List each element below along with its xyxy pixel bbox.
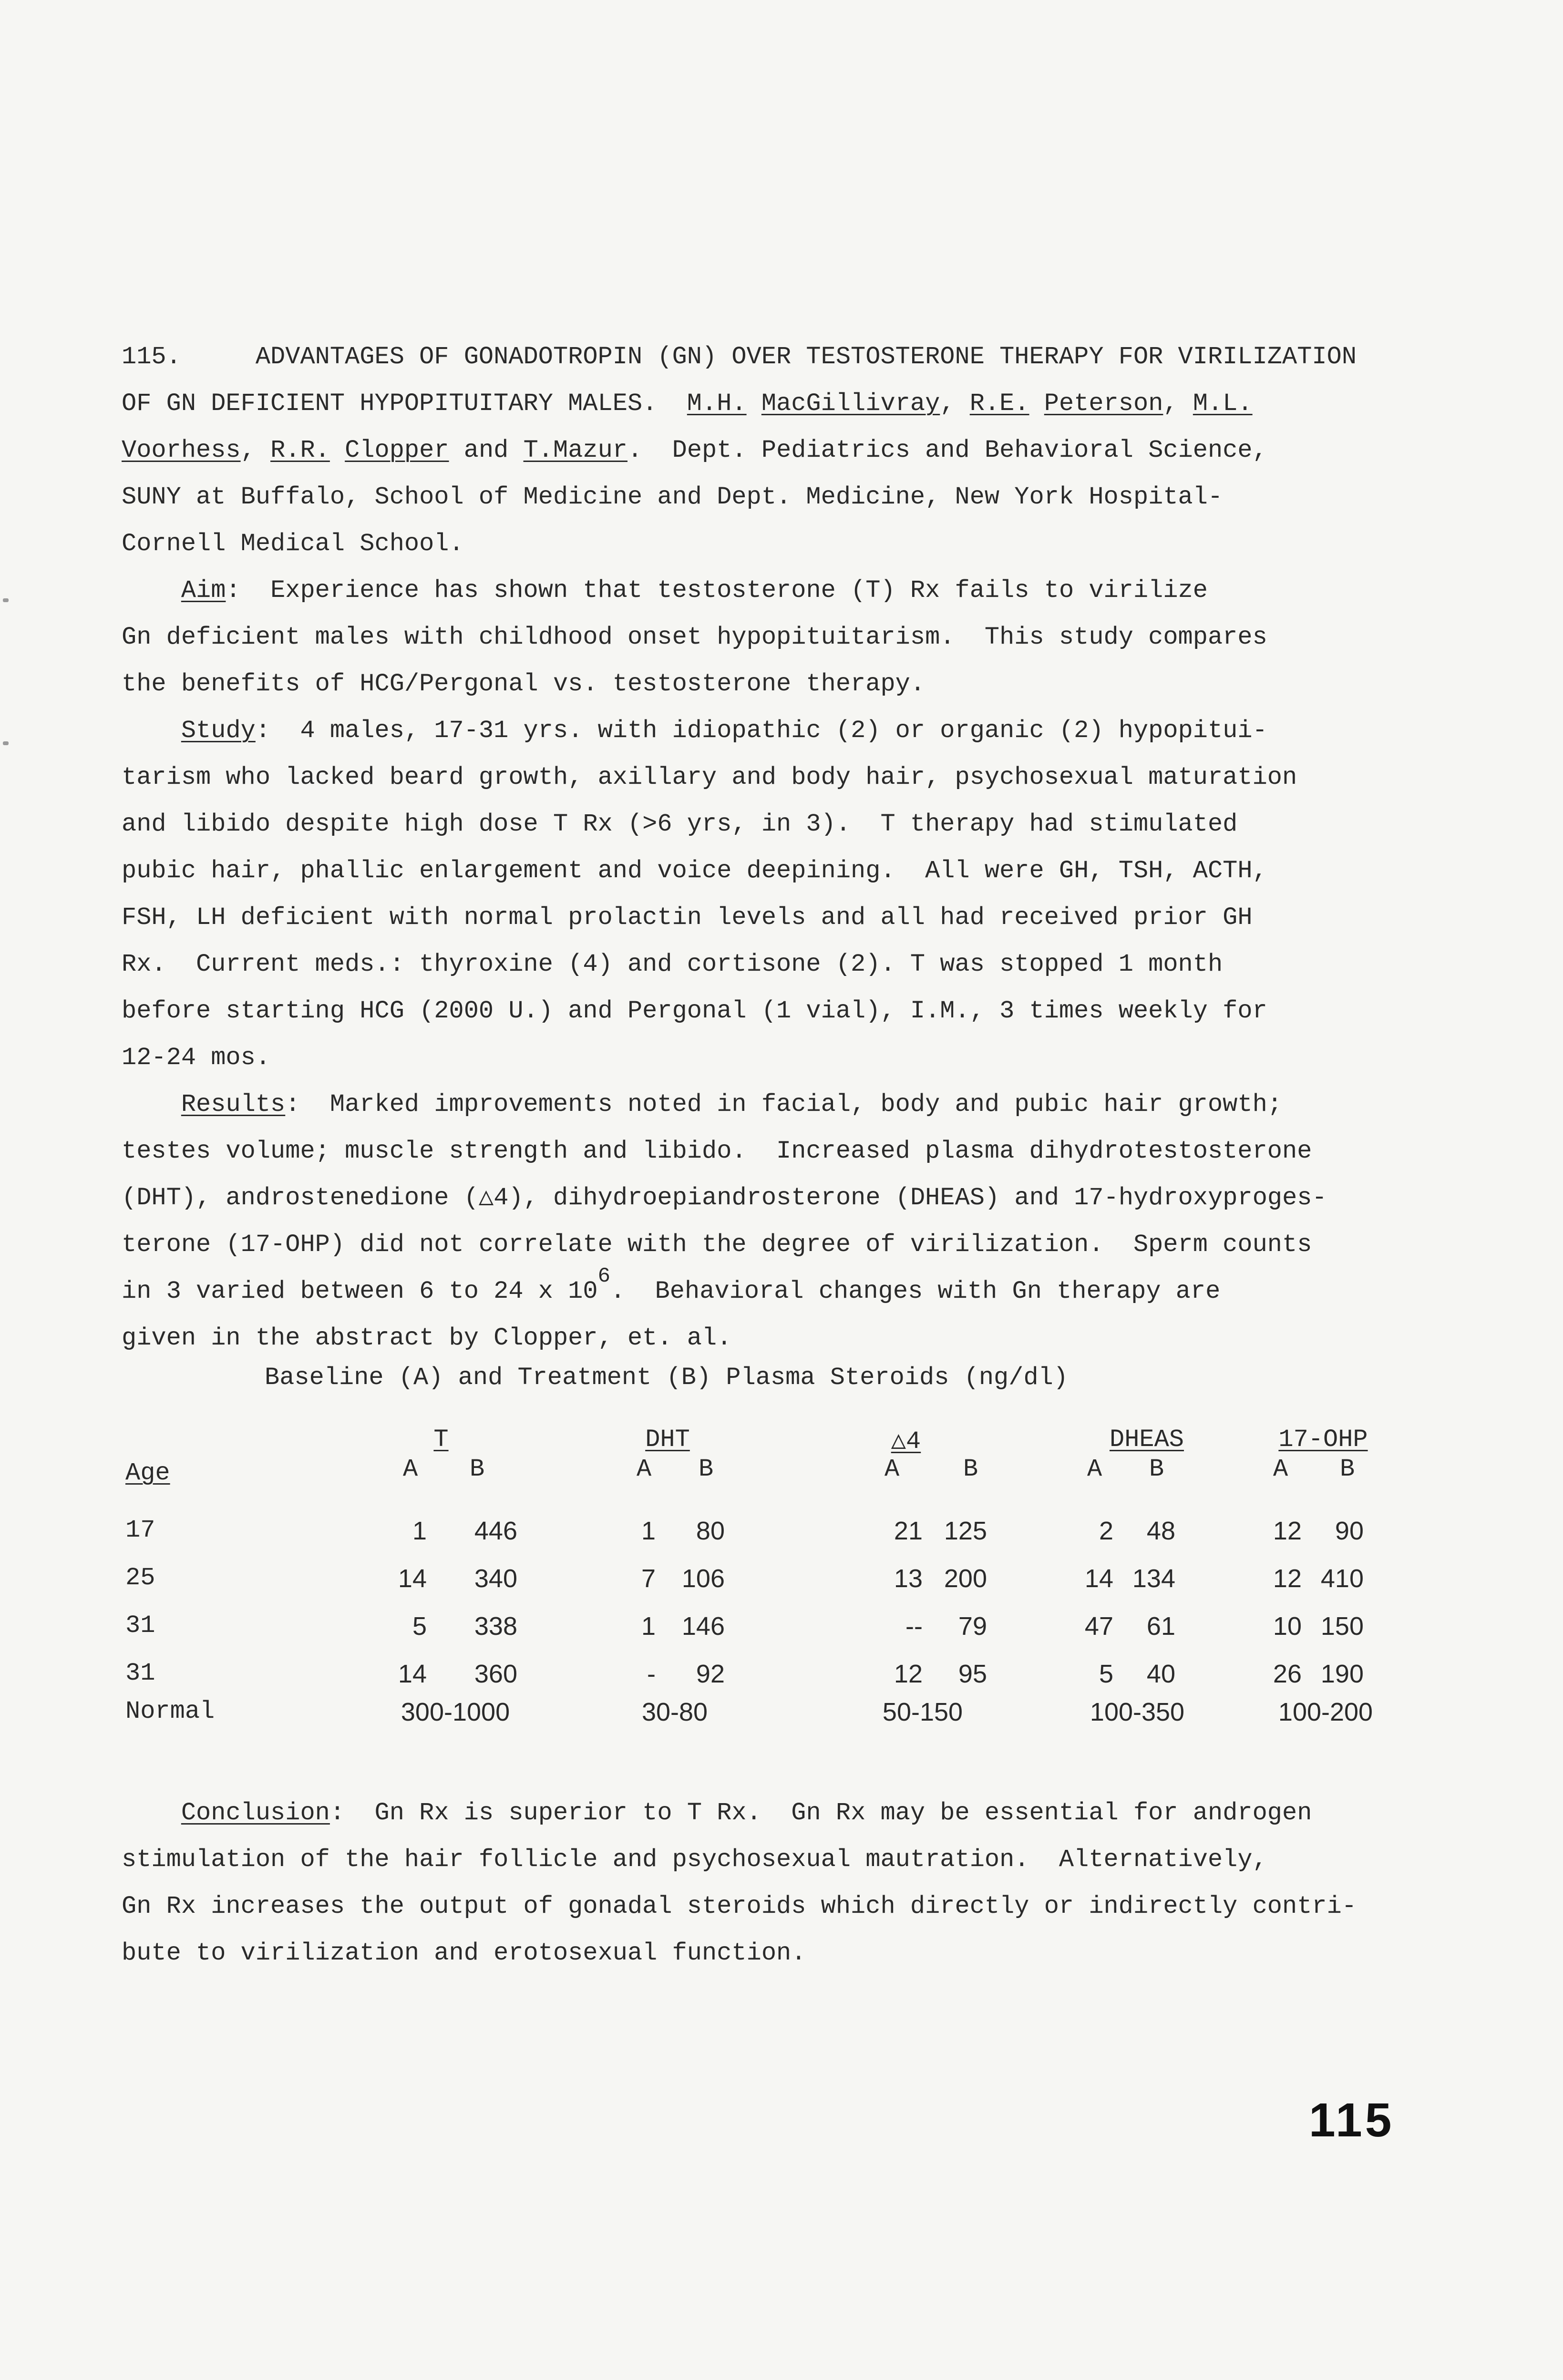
table-cell: 360 [474,1660,517,1688]
normal-range: 300-1000 [401,1698,510,1726]
table-cell: 12 [1273,1517,1302,1545]
table-cell: 14 [398,1660,427,1688]
table-cell: 410 [1320,1564,1364,1593]
aim-section: Aim: Experience has shown that testosterone (T) Rx fails to virilize Gn deficient males with childhood onset hypopituitarism. This study compares the benefits of HCG/Pergonal vs. testosterone therapy. [122,576,1267,698]
group-header-dht: DHT [645,1426,690,1454]
table-cell: 1 [641,1517,656,1545]
affiliation-line: SUNY at Buffalo, School of Medicine and Dept. Medicine, New York Hospital- [122,483,1223,511]
group-header-delta4: △4 [891,1427,921,1456]
page-number: 115 [1309,2093,1395,2147]
table-cell: 61 [1146,1612,1175,1641]
table-cell: 2 [1099,1517,1113,1545]
authors-line: Voorhess, R.R. Clopper and T.Mazur. Dept. Pediatrics and Behavioral Science, [122,436,1267,464]
row-age: 25 [125,1564,155,1592]
table-cell: 92 [696,1660,725,1688]
table-cell: 21 [894,1517,923,1545]
group-header-dheas: DHEAS [1109,1426,1184,1454]
abstract-title-line: 115. ADVANTAGES OF GONADOTROPIN (GN) OVER TESTOSTERONE THERAPY FOR VIRILIZATION [122,343,1357,371]
table-cell: - [647,1660,656,1688]
table-cell: 10 [1273,1612,1302,1641]
table-cell: 14 [1084,1564,1113,1593]
table-cell: 5 [1099,1660,1113,1688]
conclusion-label: Conclusion [181,1799,330,1827]
table-cell: 190 [1320,1660,1364,1688]
table-cell: 13 [894,1564,923,1593]
abstract-header [122,334,1409,567]
table-cell: -- [905,1612,923,1641]
table-cell: 40 [1146,1660,1175,1688]
normal-label: Normal [125,1697,215,1725]
study-label: Study [181,717,256,745]
table-cell: 12 [1273,1564,1302,1593]
table-cell: 14 [398,1564,427,1593]
table-cell: 446 [474,1517,517,1545]
table-cell: 1 [412,1517,427,1545]
table-cell: 125 [944,1517,987,1545]
table-cell: 150 [1320,1612,1364,1641]
results-section: Results: Marked improvements noted in facial, body and pubic hair growth; testes volume; muscle strength and libido. Increased plasma dihydrotestosterone (DHT), androstenedione (△4), dihydroepiandrosterone (DHEAS) and 17-hydroxyproges- terone (17-OHP) did not correlate with the degree of virilization. Sperm counts in 3 varied between 6 to 24 x $10^6$. Behavioral changes with Gn therapy are given in the abstract by Clopper, et. al. [122,1090,1327,1352]
table-title: Baseline (A) and Treatment (B) Plasma Steroids (ng/dl) [265,1364,1069,1392]
table-cell: 12 [894,1660,923,1688]
affiliation-line: Cornell Medical School. [122,530,464,558]
results-label: Results [181,1090,286,1118]
normal-range: 50-150 [882,1698,963,1726]
table-cell: 340 [474,1564,517,1593]
normal-range: 100-350 [1090,1698,1185,1726]
row-age: 17 [125,1516,155,1544]
table-cell: 7 [641,1564,656,1593]
abstract-title-line: OF GN DEFICIENT HYPOPITUITARY MALES. M.H. MacGillivray, R.E. Peterson, M.L. [122,390,1253,418]
table-cell: 48 [1146,1517,1175,1545]
table-cell: 106 [681,1564,725,1593]
margin-mark [3,741,9,745]
age-header: Age [125,1459,170,1487]
table-cell: 90 [1335,1517,1364,1545]
normal-range: 30-80 [641,1698,708,1726]
row-age: 31 [125,1611,155,1640]
document-page: 115. ADVANTAGES OF GONADOTROPIN (GN) OVER TESTOSTERONE THERAPY FOR VIRILIZATION OF GN DEFICIENT HYPOPITUITARY MALES. M.H. MacGillivray, R.E. Peterson, M.L. Voorhess, R.R. Clopper and T.Mazur. Dept. Pediatrics and Behavioral Science, SUNY at Buffalo, School of Medicine and Dept. Medicine, New York Hospital- Cornell Medical School. Aim: Experience has shown that testosterone (T) Rx fails to virilize Gn deficient males with childhood onset hypopituitarism. This study compares the benefits of HCG/Pergonal vs. testosterone therapy. Study: 4 males, 17-31 yrs. with idiopathic (2) or organic (2) hypopitui- tarism who lacked beard growth, axillary and body hair, psychosexual maturation and libido despite high dose T Rx (>6 yrs, in 3). T therapy had stimulated pubic hair, phallic enlargement and voice deepining. All were GH, TSH, ACTH, FSH, LH deficient with normal prolactin levels and all had received prior GH Rx. Current meds.: thyroxine (4) and cortisone (2). T was stopped 1 month before starting HCG (2000 U.) and Pergonal (1 vial), I.M., 3 times weekly for 12-24 mos. Results: Marked improvements noted in facial, body and pubic hair growth; testes volume; muscle strength and libido. Increased plasma dihydrotestosterone (DHT), androstenedione (△4), dihydroepiandrosterone (DHEAS) and 17-hydroxyproges- terone (17-OHP) did not correlate with the degree of virilization. Sperm counts in 3 varied between 6 to 24 x $10^6$. Behavioral changes with Gn therapy are given in the abstract by Clopper, et. al. Baseline (A) and Treatment (B) Plasma Steroids (ng/dl) Age T DHT △4 DHEAS 17-OHP A B A B A B A B A B 17 1 446 1 80 21 125 2 48 12 90 25 14 340 7 106 13 200 14 134 12 410 31 5 338 1 146 -- 79 47 61 10 150 31 14 360 - 92 12 95 5 40 26 190 Normal 300-1000 30-80 50-150 100-350 100-200 Conclusion: Gn Rx is superior to T Rx. Gn Rx may be essential for androgen stimulation of the hair follicle and psychosexual mautration. Alternatively, Gn Rx increases the output of gonadal steroids which directly or indirectly contri- bute to virilization and erotosexual function. 115 [0,0,1563,2380]
table-cell: 5 [412,1612,427,1641]
group-header-17ohp: 17-OHP [1278,1426,1368,1454]
table-cell: 134 [1132,1564,1175,1593]
aim-label: Aim [181,576,226,605]
table-cell: 146 [681,1612,725,1641]
table-cell: 338 [474,1612,517,1641]
table-cell: 1 [641,1612,656,1641]
table-cell: 79 [958,1612,987,1641]
table-cell: 80 [696,1517,725,1545]
row-age: 31 [125,1659,155,1687]
table-cell: 200 [944,1564,987,1593]
table-cell: 26 [1273,1660,1302,1688]
table-cell: 47 [1084,1612,1113,1641]
group-header-t: T [433,1426,449,1454]
table-cell: 95 [958,1660,987,1688]
conclusion-section: Conclusion: Gn Rx is superior to T Rx. Gn Rx may be essential for androgen stimulation of the hair follicle and psychosexual mautration. Alternatively, Gn Rx increases the output of gonadal steroids which directly or indirectly contri- bute to virilization and erotosexual function. [122,1799,1357,1967]
margin-mark [3,598,9,602]
study-section: Study: 4 males, 17-31 yrs. with idiopathic (2) or organic (2) hypopitui- tarism who lacked beard growth, axillary and body hair, psychosexual maturation and libido despite high dose T Rx (>6 yrs, in 3). T therapy had stimulated pubic hair, phallic enlargement and voice deepining. All were GH, TSH, ACTH, FSH, LH deficient with normal prolactin levels and all had received prior GH Rx. Current meds.: thyroxine (4) and cortisone (2). T was stopped 1 month before starting HCG (2000 U.) and Pergonal (1 vial), I.M., 3 times weekly for 12-24 mos. [122,717,1297,1072]
normal-range: 100-200 [1278,1698,1373,1726]
